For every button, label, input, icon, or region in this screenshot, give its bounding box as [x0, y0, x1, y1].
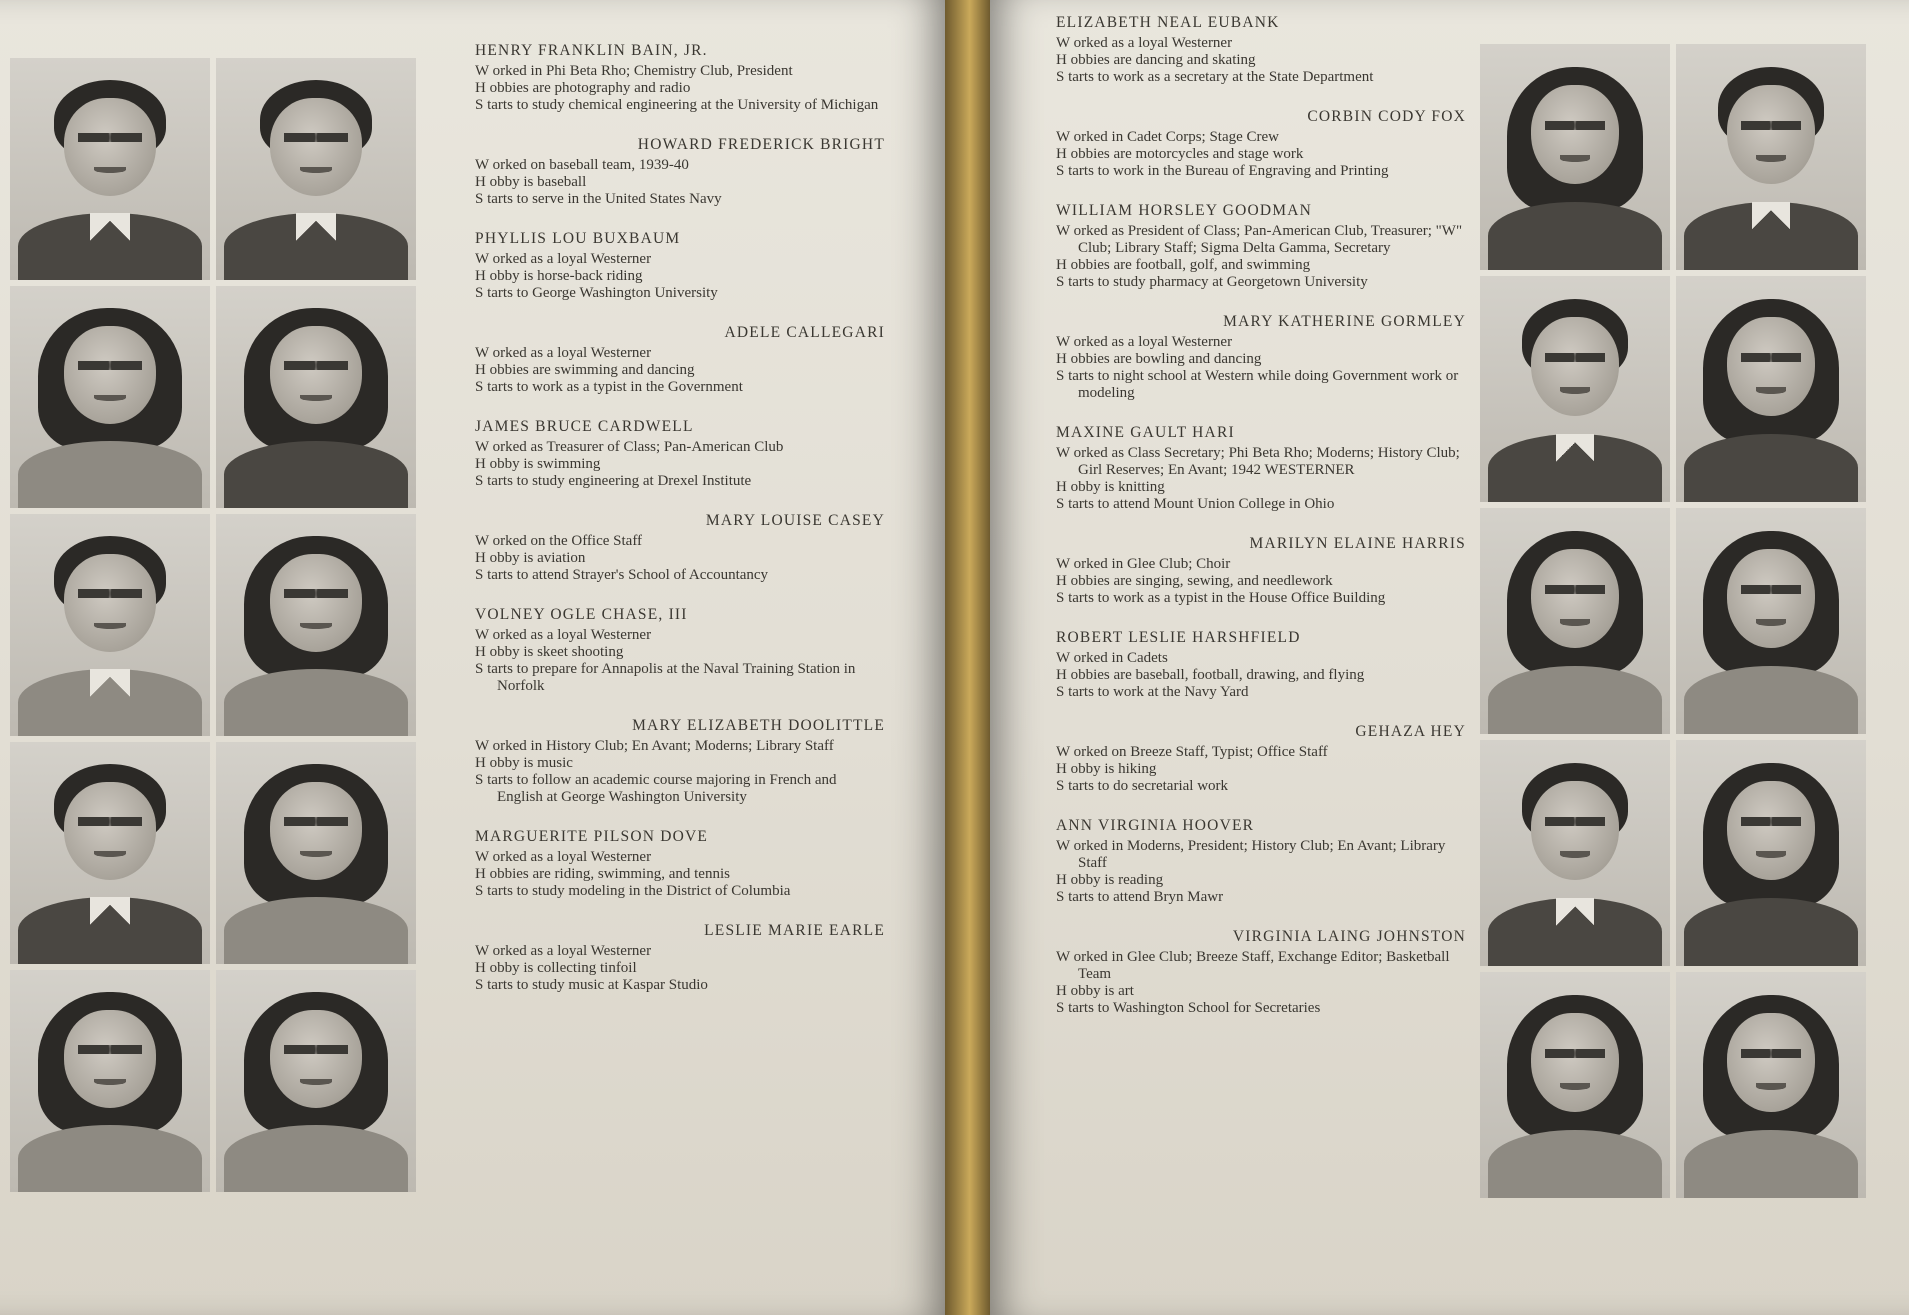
student-detail-line: H obbies are football, golf, and swimming — [1056, 257, 1311, 273]
student-detail-line: W orked as Class Secretary; Phi Beta Rho; Moderns; History Club; Girl Reserves; En Avant; 1942 WESTERNER — [1056, 445, 1460, 478]
student-entry — [1056, 535, 1466, 607]
student-detail-line: H obby is skeet shooting — [475, 644, 624, 660]
portrait-photo — [216, 742, 416, 964]
student-name: VOLNEY OGLE CHASE, III — [475, 606, 688, 623]
portrait-photo — [10, 514, 210, 736]
student-name: HENRY FRANKLIN BAIN, JR. — [475, 42, 708, 59]
student-detail-line: W orked in History Club; En Avant; Moderns; Library Staff — [475, 738, 834, 754]
student-name: MARY KATHERINE GORMLEY — [1223, 313, 1466, 330]
student-name: WILLIAM HORSLEY GOODMAN — [1056, 202, 1313, 219]
student-name: JAMES BRUCE CARDWELL — [475, 418, 694, 435]
student-detail-line: W orked on the Office Staff — [475, 533, 643, 549]
student-entry — [475, 418, 885, 490]
student-detail-line: W orked in Cadet Corps; Stage Crew — [1056, 129, 1280, 145]
student-entry — [475, 230, 885, 302]
portrait-photo — [1480, 276, 1670, 502]
student-name: PHYLLIS LOU BUXBAUM — [475, 230, 681, 247]
student-detail-line: W orked as a loyal Westerner — [475, 627, 652, 643]
portrait-photo — [1480, 972, 1670, 1198]
right-photo-grid — [1480, 44, 1880, 1198]
student-detail-line: S tarts to serve in the United States Navy — [475, 191, 722, 207]
student-name: LESLIE MARIE EARLE — [704, 922, 885, 939]
student-detail-line: W orked as a loyal Westerner — [475, 251, 652, 267]
student-entry — [1056, 629, 1466, 701]
student-detail-line: H obby is aviation — [475, 550, 586, 566]
student-detail-line: W orked in Cadets — [1056, 650, 1168, 666]
student-detail-line: H obby is swimming — [475, 456, 601, 472]
student-detail-line: H obby is horse-back riding — [475, 268, 643, 284]
student-name: ANN VIRGINIA HOOVER — [1056, 817, 1255, 834]
portrait-photo — [216, 286, 416, 508]
student-detail-line: S tarts to work as a typist in the House Office Building — [1056, 590, 1386, 606]
student-entry — [1056, 108, 1466, 180]
student-detail-line: H obbies are riding, swimming, and tennis — [475, 866, 730, 882]
student-detail-line: S tarts to study chemical engineering at the University of Michigan — [475, 97, 879, 113]
portrait-photo — [216, 58, 416, 280]
student-detail-line: H obbies are baseball, football, drawing, and flying — [1056, 667, 1365, 683]
student-detail-line: S tarts to work as a typist in the Government — [475, 379, 743, 395]
student-entry — [475, 828, 885, 900]
student-detail-line: W orked in Phi Beta Rho; Chemistry Club, President — [475, 63, 793, 79]
student-entry — [475, 512, 885, 584]
student-detail-line: H obby is collecting tinfoil — [475, 960, 637, 976]
student-name: MAXINE GAULT HARI — [1056, 424, 1235, 441]
student-detail-line: S tarts to work in the Bureau of Engraving and Printing — [1056, 163, 1389, 179]
portrait-photo — [1480, 44, 1670, 270]
student-detail-line: H obbies are motorcycles and stage work — [1056, 146, 1304, 162]
student-entry — [1056, 202, 1466, 291]
student-entry — [1056, 928, 1466, 1017]
student-detail-line: H obby is knitting — [1056, 479, 1165, 495]
student-detail-line: H obbies are singing, sewing, and needlework — [1056, 573, 1333, 589]
student-name: ADELE CALLEGARI — [724, 324, 885, 341]
student-detail-line: W orked as a loyal Westerner — [475, 943, 652, 959]
student-detail-line: S tarts to Washington School for Secretaries — [1056, 1000, 1321, 1016]
student-detail-line: S tarts to George Washington University — [475, 285, 718, 301]
student-entry — [475, 717, 885, 806]
student-entry — [475, 922, 885, 994]
student-detail-line: W orked as a loyal Westerner — [1056, 334, 1233, 350]
left-entries — [475, 42, 885, 1016]
portrait-photo — [1676, 276, 1866, 502]
student-name: MARY LOUISE CASEY — [705, 512, 885, 529]
left-photo-grid — [10, 58, 430, 1192]
book-spine — [945, 0, 990, 1315]
portrait-photo — [10, 286, 210, 508]
student-name: CORBIN CODY FOX — [1307, 108, 1466, 125]
portrait-photo — [216, 514, 416, 736]
student-detail-line: S tarts to work at the Navy Yard — [1056, 684, 1249, 700]
student-detail-line: W orked in Moderns, President; History Club; En Avant; Library Staff — [1056, 838, 1446, 871]
portrait-photo — [10, 970, 210, 1192]
right-page — [990, 0, 1909, 1315]
student-detail-line: S tarts to study modeling in the District of Columbia — [475, 883, 791, 899]
student-detail-line: S tarts to work as a secretary at the State Department — [1056, 69, 1374, 85]
student-name: GEHAZA HEY — [1355, 723, 1466, 740]
student-entry — [475, 42, 885, 114]
student-detail-line: H obbies are dancing and skating — [1056, 52, 1256, 68]
student-detail-line: H obby is art — [1056, 983, 1134, 999]
student-detail-line: W orked as President of Class; Pan-American Club, Treasurer; "W" Club; Library Staff; Sigma Delta Gamma, Secretary — [1056, 223, 1463, 256]
student-detail-line: W orked as a loyal Westerner — [475, 345, 652, 361]
student-detail-line: W orked in Glee Club; Choir — [1056, 556, 1231, 572]
student-detail-line: W orked as a loyal Westerner — [1056, 35, 1233, 51]
student-detail-line: S tarts to attend Bryn Mawr — [1056, 889, 1224, 905]
student-detail-line: S tarts to study pharmacy at Georgetown University — [1056, 274, 1368, 290]
student-detail-line: S tarts to follow an academic course majoring in French and English at George Washington University — [475, 772, 837, 805]
student-detail-line: S tarts to prepare for Annapolis at the Naval Training Station in Norfolk — [475, 661, 856, 694]
student-name: HOWARD FREDERICK BRIGHT — [637, 136, 885, 153]
student-name: MARILYN ELAINE HARRIS — [1249, 535, 1466, 552]
student-detail-line: H obby is hiking — [1056, 761, 1157, 777]
student-detail-line: S tarts to attend Mount Union College in Ohio — [1056, 496, 1335, 512]
student-entry — [475, 324, 885, 396]
portrait-photo — [216, 970, 416, 1192]
student-entry — [1056, 14, 1466, 86]
student-detail-line: H obbies are bowling and dancing — [1056, 351, 1262, 367]
student-name: VIRGINIA LAING JOHNSTON — [1232, 928, 1466, 945]
student-detail-line: S tarts to study engineering at Drexel Institute — [475, 473, 752, 489]
portrait-photo — [1676, 972, 1866, 1198]
student-entry — [1056, 424, 1466, 513]
student-name: ROBERT LESLIE HARSHFIELD — [1056, 629, 1301, 646]
right-entries — [1056, 14, 1466, 1039]
student-entry — [475, 136, 885, 208]
student-name: ELIZABETH NEAL EUBANK — [1056, 14, 1280, 31]
student-detail-line: W orked in Glee Club; Breeze Staff, Exchange Editor; Basketball Team — [1056, 949, 1450, 982]
student-detail-line: S tarts to night school at Western while doing Government work or modeling — [1056, 368, 1459, 401]
student-entry — [1056, 723, 1466, 795]
portrait-photo — [1676, 44, 1866, 270]
portrait-photo — [1676, 508, 1866, 734]
portrait-photo — [1480, 740, 1670, 966]
student-detail-line: W orked on baseball team, 1939-40 — [475, 157, 689, 173]
portrait-photo — [10, 58, 210, 280]
student-entry — [475, 606, 885, 695]
student-detail-line: H obby is baseball — [475, 174, 587, 190]
student-detail-line: H obby is reading — [1056, 872, 1164, 888]
student-detail-line: W orked as Treasurer of Class; Pan-American Club — [475, 439, 784, 455]
portrait-photo — [10, 742, 210, 964]
student-detail-line: H obbies are photography and radio — [475, 80, 691, 96]
student-name: MARGUERITE PILSON DOVE — [475, 828, 709, 845]
left-page — [0, 0, 945, 1315]
student-detail-line: H obby is music — [475, 755, 573, 771]
student-detail-line: W orked on Breeze Staff, Typist; Office Staff — [1056, 744, 1328, 760]
student-detail-line: S tarts to attend Strayer's School of Accountancy — [475, 567, 769, 583]
portrait-photo — [1676, 740, 1866, 966]
student-entry — [1056, 313, 1466, 402]
student-detail-line: S tarts to do secretarial work — [1056, 778, 1229, 794]
portrait-photo — [1480, 508, 1670, 734]
student-detail-line: W orked as a loyal Westerner — [475, 849, 652, 865]
student-detail-line: S tarts to study music at Kaspar Studio — [475, 977, 708, 993]
student-name: MARY ELIZABETH DOOLITTLE — [632, 717, 885, 734]
student-detail-line: H obbies are swimming and dancing — [475, 362, 695, 378]
student-entry — [1056, 817, 1466, 906]
